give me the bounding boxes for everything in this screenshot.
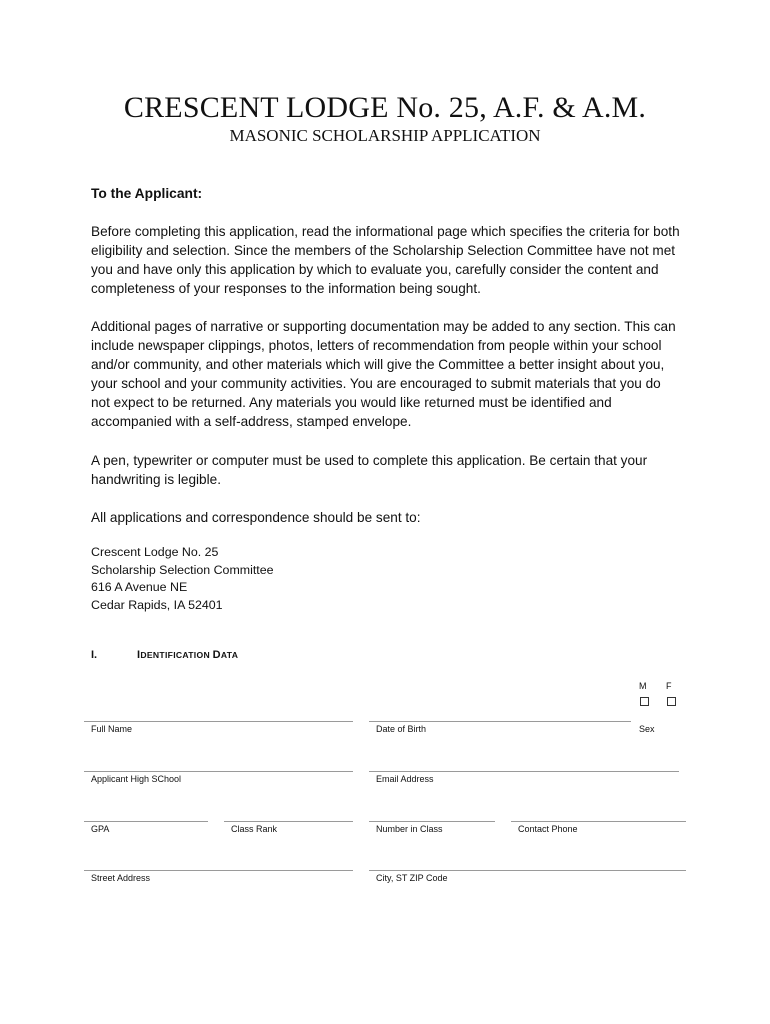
city-state-zip-label: City, ST ZIP Code [376, 873, 448, 883]
section-number: I. [91, 649, 98, 661]
document-title: CRESCENT LODGE No. 25, A.F. & A.M. [123, 91, 647, 124]
email-label: Email Address [376, 774, 434, 784]
sex-male-label: M [639, 681, 647, 691]
address-line-4: Cedar Rapids, IA 52401 [91, 597, 223, 612]
sex-female-label: F [666, 681, 672, 691]
sex-male-checkbox[interactable] [640, 697, 649, 706]
class-rank-input[interactable] [224, 821, 353, 822]
full-name-label: Full Name [91, 724, 133, 734]
date-of-birth-input[interactable] [369, 721, 631, 722]
document-subtitle: MASONIC SCHOLARSHIP APPLICATION [229, 126, 541, 145]
section-title-cap-1: I [137, 649, 141, 661]
number-in-class-input[interactable] [369, 821, 495, 822]
instructions-paragraph-2: Additional pages of narrative or supporting documentation may be added to any section. This can include newspaper clippings, photos, letters of recommendation from people within your school and/or community, and other materials which will give the Committee a better insight about you, your school and your community activities. You are encouraged to submit materials that you do not expect to be returned. Any materials you would like returned must be identified and accompanied with a self-address, stamped envelope. [91, 319, 676, 429]
section-title-cap-2: D [212, 649, 221, 661]
address-line-2: Scholarship Selection Committee [91, 562, 274, 577]
instructions-heading: To the Applicant: [91, 186, 203, 201]
full-name-input[interactable] [84, 721, 353, 722]
number-in-class-label: Number in Class [376, 824, 443, 834]
class-rank-label: Class Rank [231, 824, 278, 834]
sex-label: Sex [639, 724, 655, 734]
instructions-paragraph-1: Before completing this application, read the informational page which specifies the criteria for both eligibility and selection. Since the members of the Scholarship Selection Committee have not met you and have only this application by which to evaluate you, carefully consider the content and completeness of your responses to the information being sought. [91, 224, 680, 296]
email-input[interactable] [369, 771, 679, 772]
section-title [137, 649, 238, 661]
sex-female-checkbox[interactable] [667, 697, 676, 706]
section-title-rest-1: DENTIFICATION [140, 650, 213, 660]
high-school-input[interactable] [84, 771, 353, 772]
mailing-address [91, 544, 274, 614]
section-title-rest-2: ATA [220, 650, 239, 660]
gpa-input[interactable] [84, 821, 208, 822]
gpa-label: GPA [91, 824, 110, 834]
contact-phone-input[interactable] [511, 821, 686, 822]
address-line-3: 616 A Avenue NE [91, 580, 188, 594]
date-of-birth-label: Date of Birth [376, 724, 427, 734]
street-address-label: Street Address [91, 873, 151, 883]
instructions-paragraph-3: A pen, typewriter or computer must be used to complete this application. Be certain that your handwriting is legible. [91, 453, 648, 487]
instructions-paragraph-4: All applications and correspondence should be sent to: [91, 510, 421, 525]
address-line-1: Crescent Lodge No. 25 [91, 545, 219, 559]
street-address-input[interactable] [84, 870, 353, 871]
city-state-zip-input[interactable] [369, 870, 686, 871]
contact-phone-label: Contact Phone [518, 824, 578, 834]
high-school-label: Applicant High SChool [91, 774, 182, 784]
